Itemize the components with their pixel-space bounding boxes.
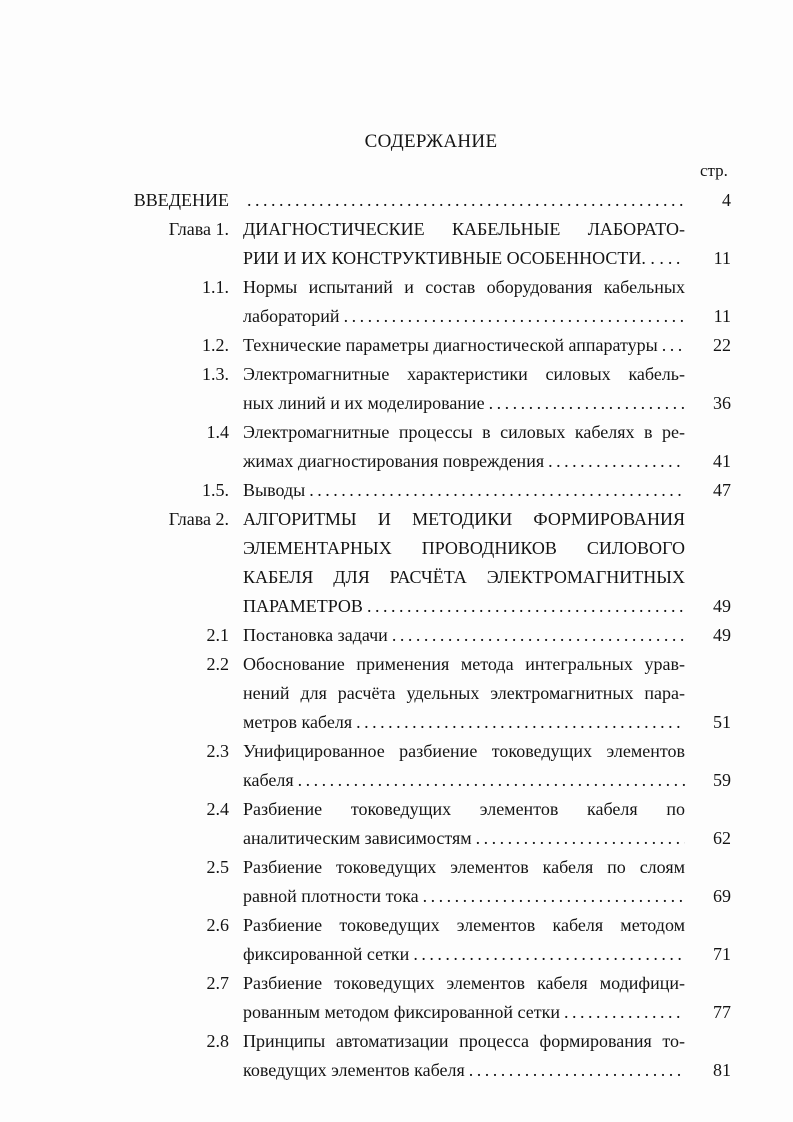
toc-entry-number: 2.7 xyxy=(206,973,229,993)
dot-leader xyxy=(392,621,685,650)
toc-entry-line-text: метров кабеля xyxy=(243,712,353,732)
toc-entry-page: 49 xyxy=(713,596,731,616)
toc-entry-title xyxy=(243,969,685,1027)
dot-leader xyxy=(344,302,685,331)
toc-entry-number: 1.3. xyxy=(202,364,229,384)
toc-entry-line: Унифицированное разбиение токоведущих элементов xyxy=(243,741,685,761)
toc-entry-number: 2.8 xyxy=(206,1031,229,1051)
toc-entry-line-text: лабораторий xyxy=(243,306,340,326)
toc-entry-line-text: Технические параметры диагностической аппаратуры xyxy=(243,335,658,355)
toc-entry-line: Нормы испытаний и состав оборудования кабельных xyxy=(243,277,685,297)
toc-entry-number: Глава 2. xyxy=(168,509,229,529)
toc-entry-title xyxy=(243,650,685,737)
dot-leader xyxy=(489,389,685,418)
dot-leader xyxy=(423,882,685,911)
toc-entry-title xyxy=(243,737,685,795)
toc-entry-number: 2.5 xyxy=(206,857,229,877)
toc-entry-line-last xyxy=(243,766,685,795)
toc-entry-title xyxy=(243,360,685,418)
page-column-label: стр. xyxy=(700,161,728,180)
toc-entry-line: Обоснование применения метода интегральных урав- xyxy=(243,654,685,674)
toc-entry-title xyxy=(243,911,685,969)
dot-leader xyxy=(298,766,685,795)
toc-entry-line-text: аналитическим зависимостям xyxy=(243,828,472,848)
toc-entry-line-text: коведущих элементов кабеля xyxy=(243,1060,465,1080)
toc-entry-line-last xyxy=(243,302,685,331)
toc-entry-title xyxy=(243,795,685,853)
toc-entry-page: 71 xyxy=(713,944,731,964)
toc-entry-line-text: рованным методом фиксированной сетки xyxy=(243,1002,561,1022)
toc-entry-page: 62 xyxy=(713,828,731,848)
toc-entry-number: 2.2 xyxy=(206,654,229,674)
toc-entry-line-last xyxy=(243,592,685,621)
toc-entry-line: ДИАГНОСТИЧЕСКИЕ КАБЕЛЬНЫЕ ЛАБОРАТО- xyxy=(243,219,685,239)
toc-entry-title xyxy=(243,476,685,505)
toc-entry-line-last xyxy=(243,882,685,911)
toc-entry-line-text: Выводы xyxy=(243,480,306,500)
toc-entry-line-last xyxy=(243,389,685,418)
toc-entry-line-last xyxy=(243,824,685,853)
toc-entry-line-text: РИИ И ИХ КОНСТРУКТИВНЫЕ ОСОБЕННОСТИ. . . xyxy=(243,248,664,268)
toc-entry-number: Глава 1. xyxy=(168,219,229,239)
toc-entry-page: 49 xyxy=(713,625,731,645)
toc-entry-title xyxy=(243,215,685,273)
toc-entry-line-last xyxy=(243,331,685,360)
toc-entry-page: 4 xyxy=(722,190,731,210)
toc-entry-line: Разбиение токоведущих элементов кабеля модифици- xyxy=(243,973,685,993)
toc-entry-line-text: кабеля xyxy=(243,770,294,790)
dot-leader xyxy=(476,824,685,853)
toc-entry-page: 69 xyxy=(713,886,731,906)
toc-entry-number: ВВЕДЕНИЕ xyxy=(133,190,229,210)
toc-entry-line: Электромагнитные характеристики силовых кабель- xyxy=(243,364,685,384)
toc-entry-number: 1.5. xyxy=(202,480,229,500)
dot-leader xyxy=(469,1056,685,1085)
toc-entry-line: Разбиение токоведущих элементов кабеля по слоям xyxy=(243,857,685,877)
toc-entry-title xyxy=(243,418,685,476)
toc-entry-number: 2.6 xyxy=(206,915,229,935)
toc-entry-page: 22 xyxy=(713,335,731,355)
toc-entry-page: 77 xyxy=(713,1002,731,1022)
toc-entry-line-text: равной плотности тока xyxy=(243,886,419,906)
toc-entry-line-last xyxy=(243,621,685,650)
toc-entry-line-text: жимах диагностирования повреждения xyxy=(243,451,545,471)
toc-entry-page: 11 xyxy=(713,306,731,326)
toc-entry-title xyxy=(243,331,685,360)
toc-entry-line-last xyxy=(243,940,685,969)
toc-entry-line: КАБЕЛЯ ДЛЯ РАСЧЁТА ЭЛЕКТРОМАГНИТНЫХ xyxy=(243,567,685,587)
toc-entry-number: 1.1. xyxy=(202,277,229,297)
toc-entry-page: 47 xyxy=(713,480,731,500)
dot-leader xyxy=(413,940,685,969)
page-title: СОДЕРЖАНИЕ xyxy=(364,131,498,152)
toc-entry-line-last xyxy=(243,244,685,273)
toc-entry-page: 41 xyxy=(713,451,731,471)
toc-entry-line: нений для расчёта удельных электромагнитных пара- xyxy=(243,683,685,703)
toc-entry-number: 1.2. xyxy=(202,335,229,355)
toc-entry-number: 2.3 xyxy=(206,741,229,761)
toc-entry-line: Разбиение токоведущих элементов кабеля по xyxy=(243,799,685,819)
dot-leader xyxy=(247,186,685,215)
toc-entry-page: 59 xyxy=(713,770,731,790)
toc-entry-title xyxy=(243,273,685,331)
toc-entry-line-last xyxy=(243,476,685,505)
toc-entry-line: АЛГОРИТМЫ И МЕТОДИКИ ФОРМИРОВАНИЯ xyxy=(243,509,685,529)
toc-entry-number: 1.4 xyxy=(206,422,229,442)
toc-entry-line: Электромагнитные процессы в силовых кабелях в ре- xyxy=(243,422,685,442)
toc-entry-line: Разбиение токоведущих элементов кабеля методом xyxy=(243,915,685,935)
toc-entry-number: 2.1 xyxy=(206,625,229,645)
toc-entry-page: 11 xyxy=(713,248,731,268)
toc-entry-title xyxy=(243,621,685,650)
toc-entry-line-last xyxy=(243,186,685,215)
toc-entry-title xyxy=(243,186,685,215)
toc-entry-number: 2.4 xyxy=(206,799,229,819)
toc-entry-page: 36 xyxy=(713,393,731,413)
toc-entry-page: 51 xyxy=(713,712,731,732)
dot-leader xyxy=(548,447,685,476)
dot-leader xyxy=(564,998,685,1027)
dot-leader xyxy=(356,708,685,737)
toc-entry-line-last xyxy=(243,708,685,737)
toc-entry-title xyxy=(243,1027,685,1085)
toc-entry-line-text: фиксированной сетки xyxy=(243,944,410,964)
toc-entry-line-text: ных линий и их моделирование xyxy=(243,393,485,413)
toc-entry-line: ЭЛЕМЕНТАРНЫХ ПРОВОДНИКОВ СИЛОВОГО xyxy=(243,538,685,558)
toc-entry-line-last xyxy=(243,1056,685,1085)
toc-entry-line-last xyxy=(243,998,685,1027)
toc-entry-line-text: ПАРАМЕТРОВ xyxy=(243,596,363,616)
toc-entry-title xyxy=(243,505,685,621)
dot-leader xyxy=(309,476,685,505)
toc-entry-line-text: Постановка задачи xyxy=(243,625,388,645)
dot-leader xyxy=(367,592,685,621)
toc-entry-page: 81 xyxy=(713,1060,731,1080)
toc-entry-line-last xyxy=(243,447,685,476)
toc-entry-title xyxy=(243,853,685,911)
toc-entry-line: Принципы автоматизации процесса формирования то- xyxy=(243,1031,685,1051)
